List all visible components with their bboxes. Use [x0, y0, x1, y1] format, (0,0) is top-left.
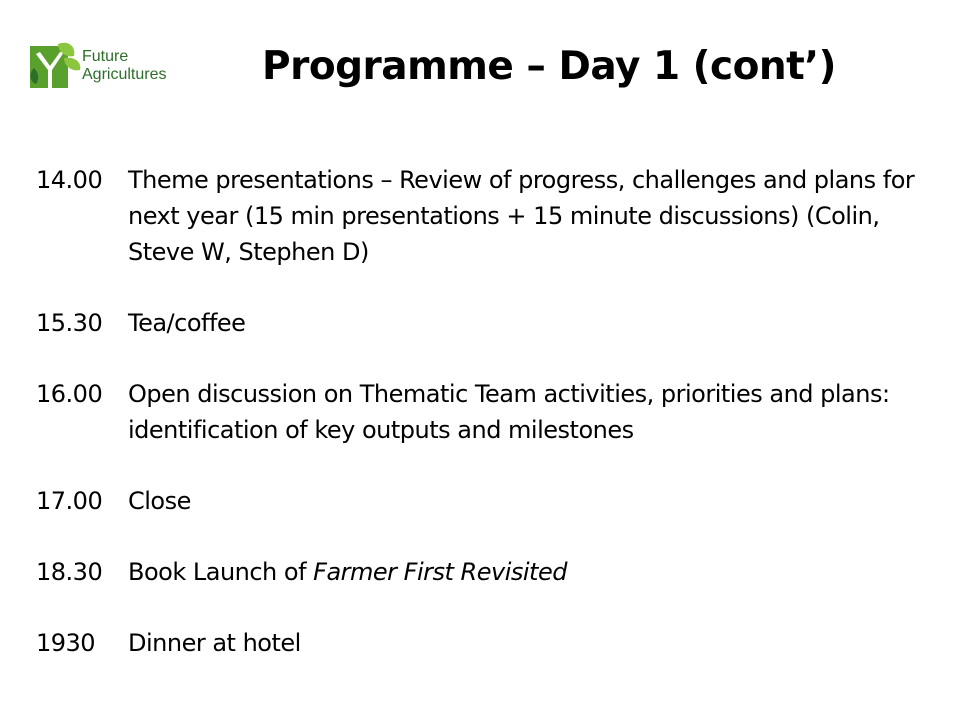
- agenda-time: 17.00: [36, 487, 103, 515]
- agenda-time: 15.30: [36, 309, 103, 337]
- agenda-item: [36, 305, 916, 341]
- leaf-logo-icon: [28, 40, 84, 94]
- book-title: Farmer First Revisited: [313, 558, 567, 586]
- agenda-description: [128, 554, 916, 590]
- page-title: Programme – Day 1 (cont’): [262, 44, 836, 89]
- logo-wordmark: [82, 48, 166, 84]
- agenda-time: 1930: [36, 629, 96, 657]
- agenda-description: Dinner at hotel: [128, 629, 301, 657]
- agenda-description: Open discussion on Thematic Team activities, priorities and plans: identification of key outputs and milestones: [128, 380, 890, 444]
- agenda-item: [36, 554, 916, 590]
- agenda-time: 16.00: [36, 380, 103, 408]
- agenda-list: [36, 162, 916, 661]
- future-agricultures-logo: [28, 40, 198, 96]
- logo-line-1: Future: [82, 48, 129, 65]
- agenda-time: 14.00: [36, 166, 103, 194]
- agenda-item: [36, 625, 916, 661]
- agenda-item: [36, 376, 916, 448]
- logo-line-2: Agricultures: [82, 66, 167, 83]
- agenda-description: Close: [128, 487, 191, 515]
- agenda-text-prefix: Book Launch of: [128, 558, 314, 586]
- agenda-description: Tea/coffee: [128, 309, 246, 337]
- agenda-item: [36, 162, 916, 270]
- agenda-description: Theme presentations – Review of progress, challenges and plans for next year (15 min presentations + 15 minute discussions) (Colin, Steve W, Stephen D): [128, 166, 915, 266]
- agenda-item: [36, 483, 916, 519]
- agenda-time: 18.30: [36, 558, 103, 586]
